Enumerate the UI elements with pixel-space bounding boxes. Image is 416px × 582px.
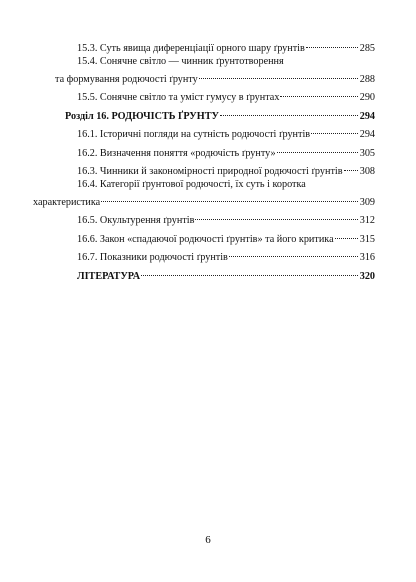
toc-entry-16-3[interactable] (55, 161, 375, 177)
toc-entry-title-line2: характеристика (33, 196, 101, 208)
toc-entry-15-5[interactable] (55, 87, 375, 103)
toc-entry-page: 290 (359, 92, 375, 103)
toc-entry-page: 316 (359, 252, 375, 263)
toc-entry-title-line1: 16.4. Категорії ґрунтової родючості, їх суть і коротка (77, 178, 306, 190)
toc-entry-page: 288 (359, 73, 375, 85)
dot-leader (280, 84, 358, 97)
toc-entry-title-line1: 15.4. Сонячне світло — чинник ґрунтотворення (77, 55, 284, 67)
dot-leader (306, 35, 358, 48)
toc-entry-title: 15.5. Сонячне світло та уміст гумусу в ґрунтах (77, 92, 280, 103)
toc-entry-title: 16.5. Окультурення ґрунтів (77, 215, 195, 226)
toc-entry-page: 312 (359, 215, 375, 226)
toc-entry-16-2[interactable] (55, 143, 375, 159)
toc-entry-15-3[interactable] (55, 38, 375, 54)
toc-entry-title: 16.7. Показники родючості ґрунтів (77, 252, 228, 263)
page-number: 6 (205, 534, 211, 546)
dot-leader (220, 103, 358, 116)
toc-entry-page: 294 (359, 129, 375, 140)
toc-entry-15-4[interactable] (55, 55, 375, 85)
toc-entry-page: 285 (359, 43, 375, 54)
toc-entry-16-7[interactable] (55, 247, 375, 263)
toc-entry-16-6[interactable] (55, 229, 375, 245)
toc-entry-chapter-16[interactable] (55, 106, 375, 122)
toc-entry-16-1[interactable] (55, 124, 375, 140)
toc-chapter-title: ЛІТЕРАТУРА (77, 270, 141, 282)
toc-entry-16-5[interactable] (55, 210, 375, 226)
dot-leader (277, 140, 358, 153)
dot-leader (229, 244, 358, 257)
dot-leader (195, 207, 358, 220)
toc-entry-page: 294 (359, 110, 375, 122)
table-of-contents (33, 38, 375, 284)
toc-chapter-title: Розділ 16. РОДЮЧІСТЬ ҐРУНТУ (65, 110, 219, 122)
toc-entry-page: 309 (359, 196, 375, 208)
dot-leader (141, 263, 358, 276)
toc-entry-title: 16.3. Чинники й закономірності природної родючості ґрунтів (77, 166, 343, 177)
dot-leader (311, 121, 358, 134)
dot-leader (344, 158, 358, 171)
dot-leader (199, 66, 358, 79)
toc-entry-title: 16.2. Визначення поняття «родючість ґрунту» (77, 147, 276, 159)
toc-entry-page: 320 (359, 270, 375, 282)
toc-entry-literature[interactable] (55, 266, 375, 282)
dot-leader (335, 226, 358, 239)
toc-entry-title-line2: та формування родючості ґрунту (55, 73, 198, 85)
dot-leader (101, 189, 358, 202)
toc-entry-page: 305 (359, 147, 375, 159)
toc-entry-title: 16.6. Закон «спадаючої родючості ґрунтів» та його критика (77, 233, 334, 245)
toc-entry-title: 15.3. Суть явища диференціації орного шару ґрунтів (77, 43, 305, 54)
toc-entry-page: 315 (359, 233, 375, 245)
toc-entry-title: 16.1. Історичні погляди на сутність родючості ґрунтів (77, 129, 311, 140)
toc-entry-page: 308 (359, 166, 375, 177)
toc-entry-16-4[interactable] (33, 178, 375, 208)
